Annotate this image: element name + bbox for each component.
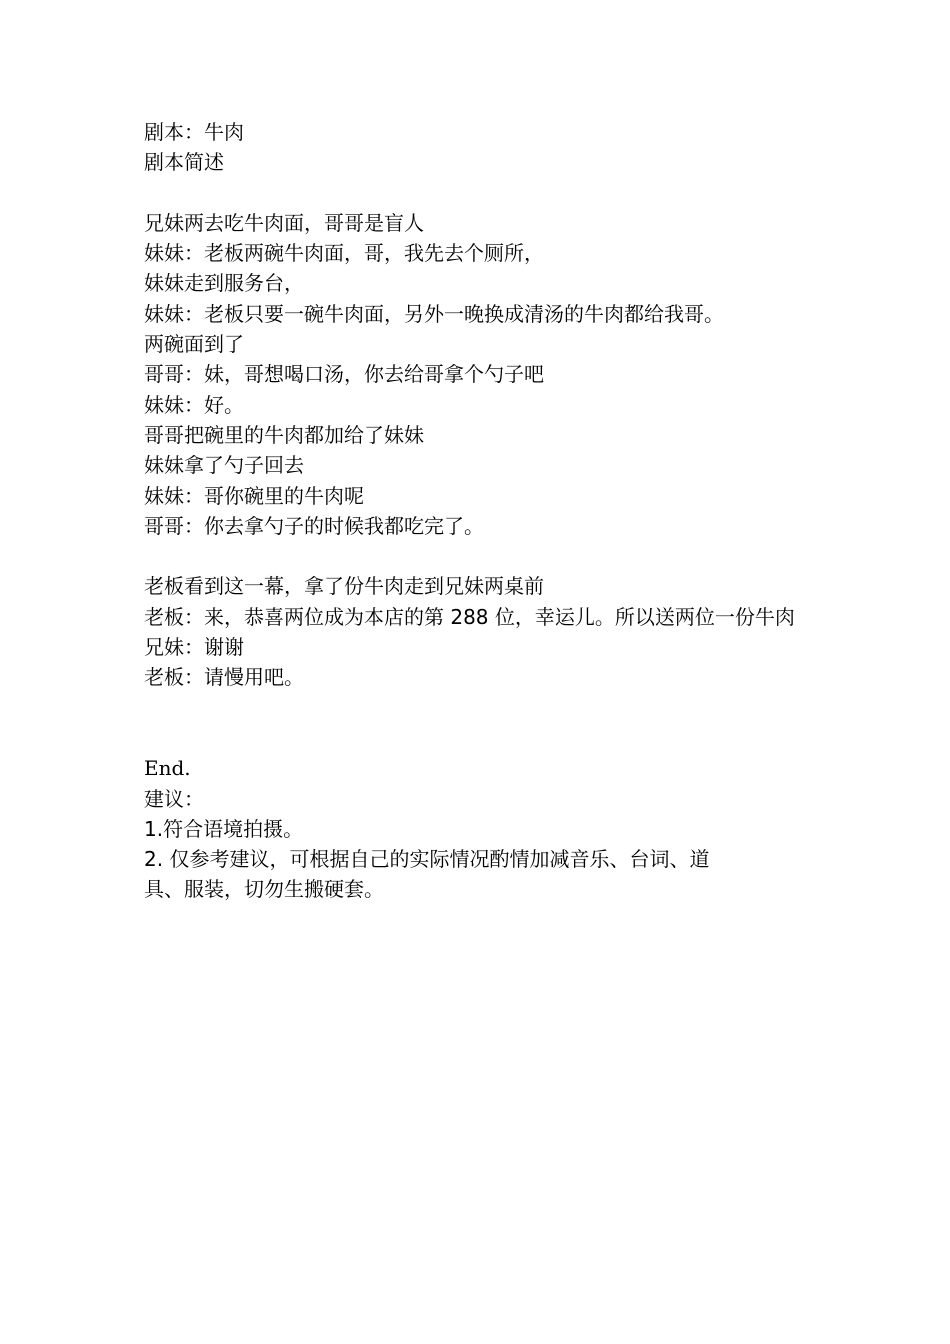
story-line: 妹妹：哥你碗里的牛肉呢 <box>144 483 364 508</box>
story-line: 哥哥：你去拿勺子的时候我都吃完了。 <box>144 513 484 538</box>
story-line: 兄妹：谢谢 <box>144 635 244 660</box>
story-line: 妹妹：老板只要一碗牛肉面，另外一晚换成清汤的牛肉都给我哥。 <box>144 301 724 326</box>
story-line: 两碗面到了 <box>144 332 244 357</box>
story-line: 妹妹走到服务台， <box>144 271 304 296</box>
advice-item: 2. 仅参考建议，可根据自己的实际情况酌情加减音乐、台词、道具、服装，切勿生搬硬套。 <box>144 847 710 902</box>
story-line: 老板：请慢用吧。 <box>144 665 304 690</box>
story-line: 老板看到这一幕，拿了份牛肉走到兄妹两桌前 <box>144 574 544 599</box>
end-marker: End. <box>144 756 191 781</box>
story-line: 哥哥：妹，哥想喝口汤，你去给哥拿个勺子吧 <box>144 362 544 387</box>
story-line: 妹妹：老板两碗牛肉面，哥，我先去个厕所， <box>144 241 544 266</box>
story-line: 妹妹：好。 <box>144 392 244 417</box>
story-section-2 <box>144 571 804 692</box>
document-body <box>144 117 804 905</box>
blank-line <box>144 541 804 571</box>
advice-item: 1.符合语境拍摄。 <box>144 816 304 841</box>
story-section-1 <box>144 208 804 541</box>
story-line: 哥哥把碗里的牛肉都加给了妹妹 <box>144 422 424 447</box>
blank-line <box>144 693 804 723</box>
advice-heading: 建议： <box>144 786 204 811</box>
blank-line <box>144 723 804 753</box>
story-line: 老板：来，恭喜两位成为本店的第 288 位，幸运儿。所以送两位一份牛肉 <box>144 604 795 629</box>
story-line: 妹妹拿了勺子回去 <box>144 453 304 478</box>
blank-line <box>144 178 804 208</box>
story-line: 兄妹两去吃牛肉面，哥哥是盲人 <box>144 210 424 235</box>
script-title: 剧本：牛肉 <box>144 120 244 144</box>
script-summary-heading: 剧本简述 <box>144 150 224 175</box>
